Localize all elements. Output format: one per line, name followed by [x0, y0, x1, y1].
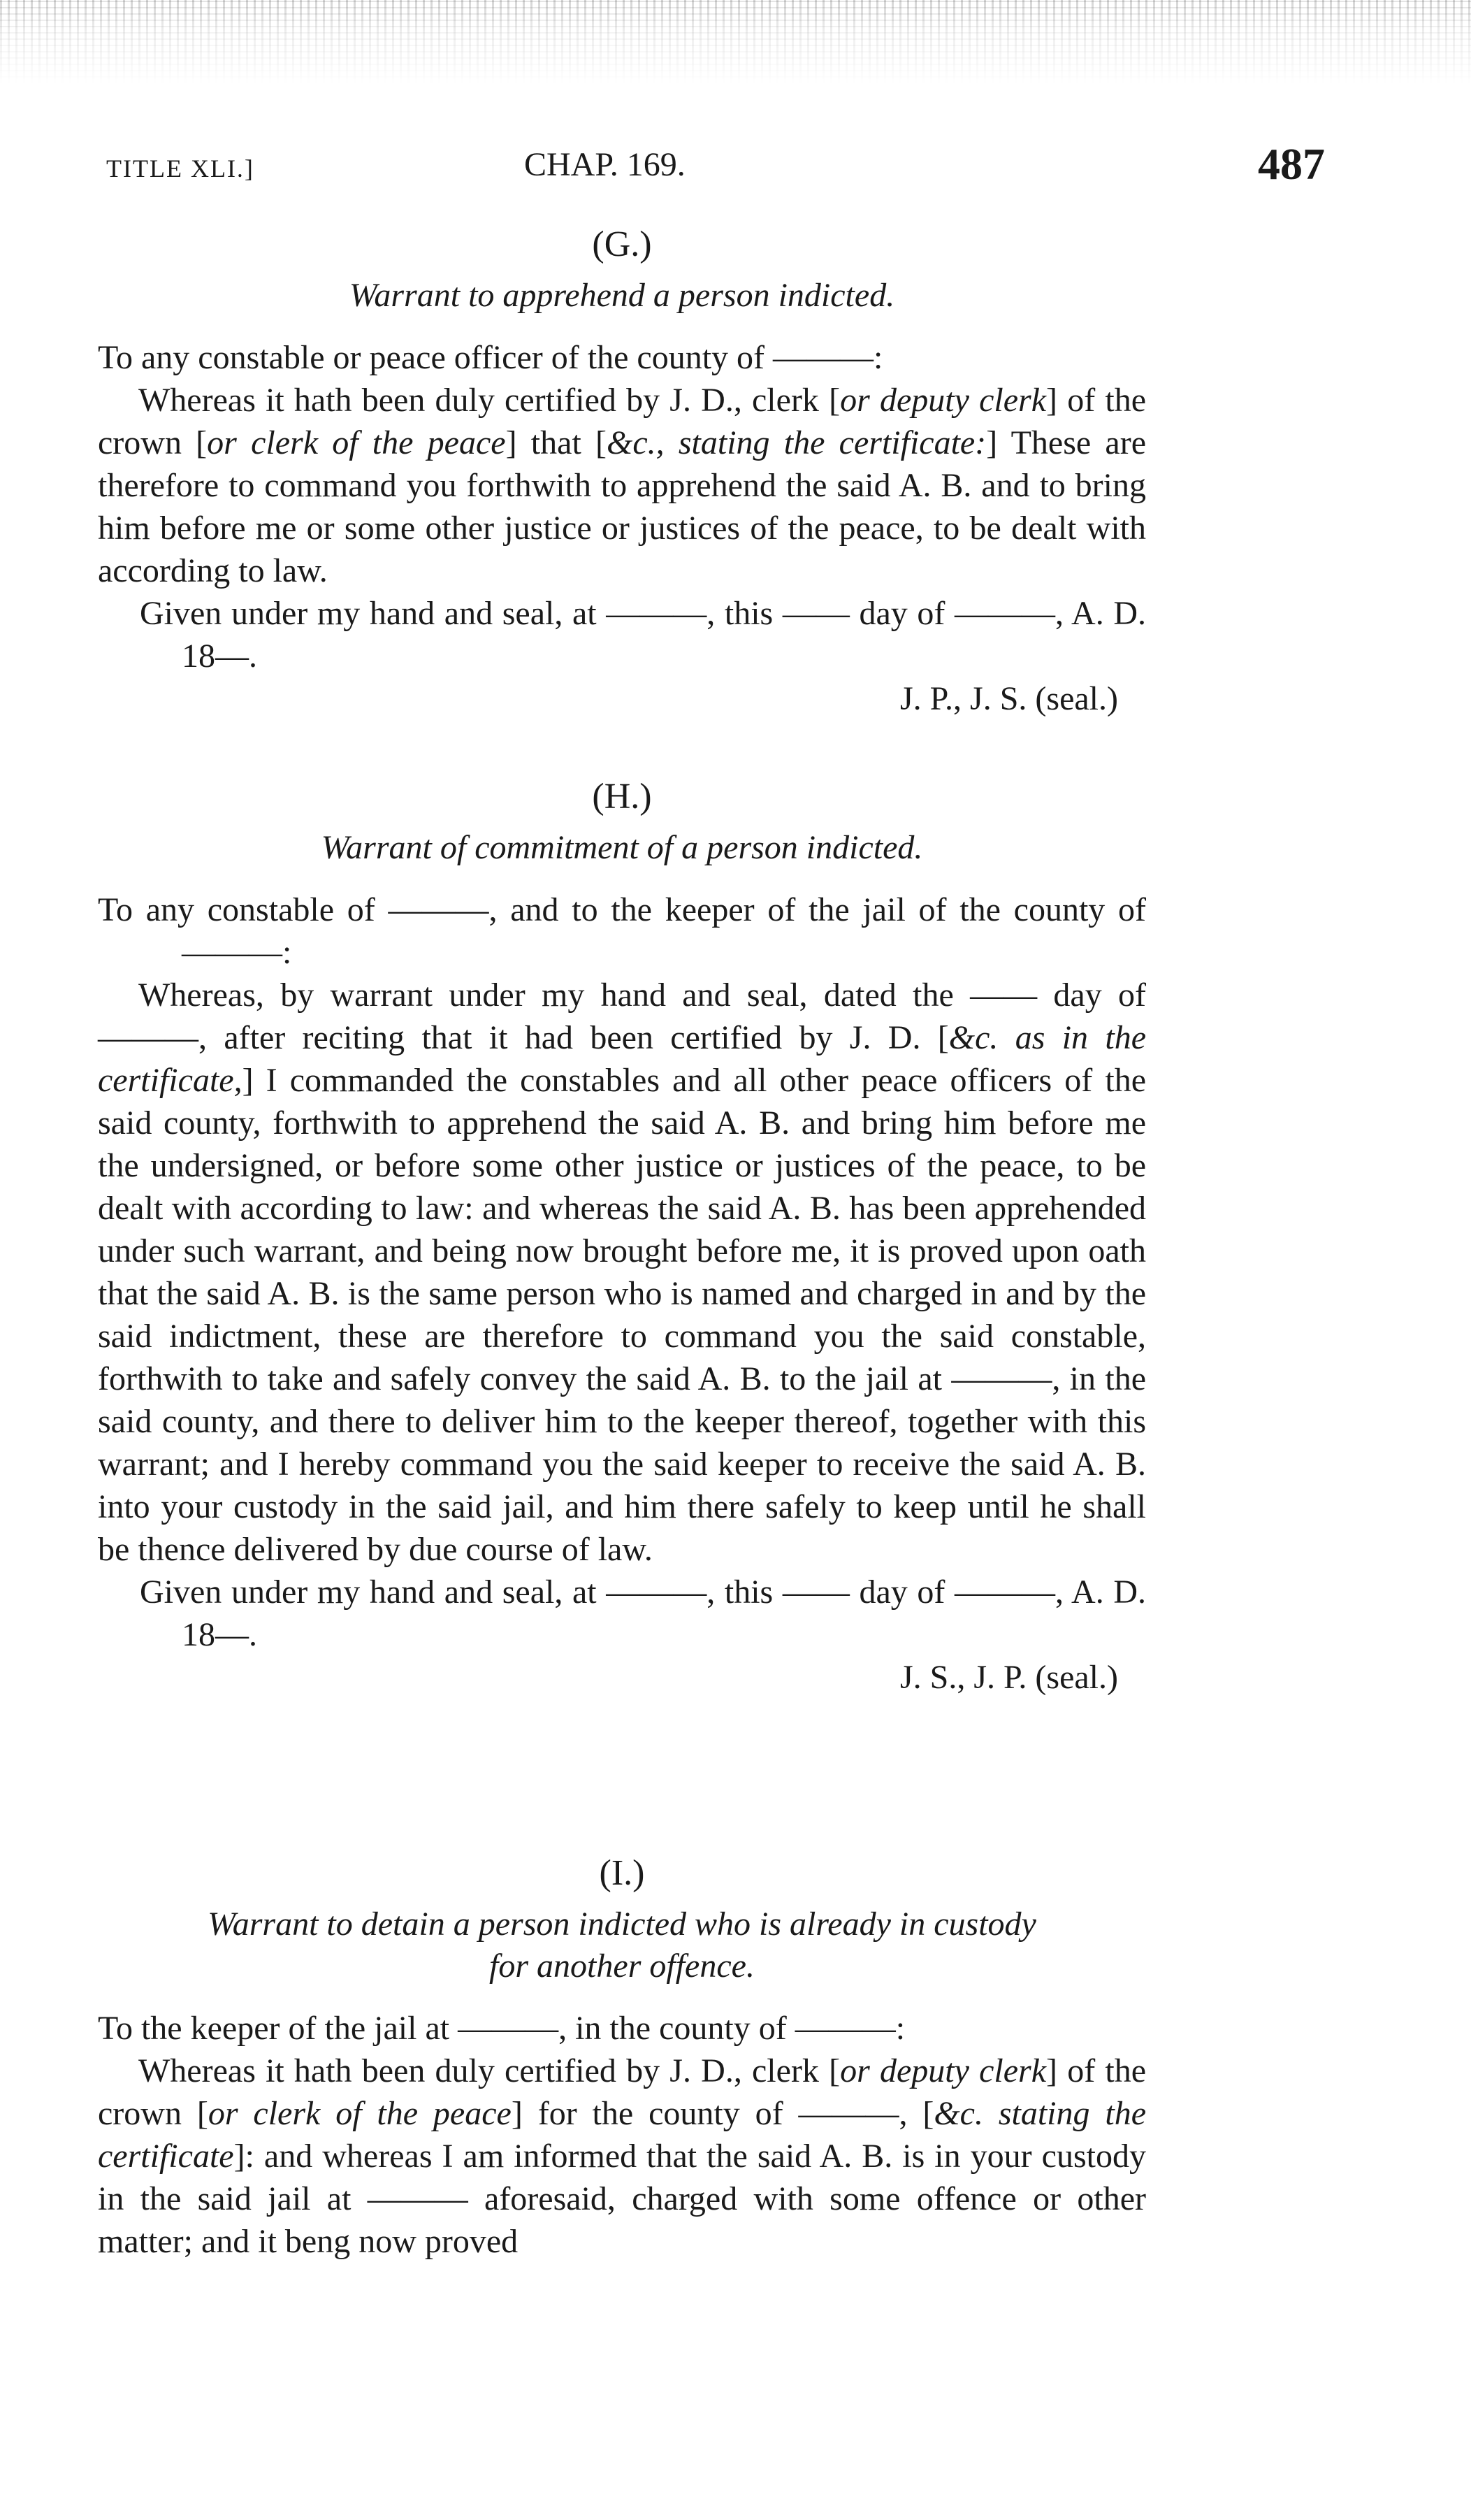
section-letter: (H.) — [592, 777, 652, 816]
section-title: Warrant to detain a person indicted who is already in custody for another offence. — [208, 1906, 1036, 1985]
scan-noise — [0, 0, 1471, 84]
address-line: To any constable or peace officer of the county of ———: — [98, 339, 883, 376]
given-line: Given under my hand and seal, at ———, this —— day of ———, A. D. 18—. — [140, 595, 1146, 675]
page-number: 487 — [1258, 139, 1325, 189]
address-line: To the keeper of the jail at ———, in the county of ———: — [98, 2010, 906, 2047]
section-letter: (G.) — [592, 224, 652, 264]
running-head — [98, 138, 1356, 194]
given-line: Given under my hand and seal, at ———, this —— day of ———, A. D. 18—. — [140, 1574, 1146, 1653]
address-line: To any constable of ———, and to the keeper of the jail of the county of ———: — [98, 891, 1146, 971]
section-title: Warrant of commitment of a person indicted. — [321, 829, 923, 866]
section-h — [98, 776, 1146, 1699]
section-i — [98, 1852, 1146, 2263]
body-paragraph: Whereas it hath been duly certified by J. D., clerk [or deputy clerk] of the crown [or clerk of the peace] for the county of ———, [&c. stating the certificate]: and whereas I am informed that the said A. B. is in your custody in the said jail at ——— aforesaid, charged with some offence or other matter; and it beng now proved — [98, 2052, 1147, 2260]
signature: J. S., J. P. (seal.) — [899, 1659, 1118, 1696]
running-head-title: TITLE XLI.] — [106, 154, 254, 182]
section-title: Warrant to apprehend a person indicted. — [349, 277, 895, 314]
signature: J. P., J. S. (seal.) — [899, 680, 1118, 717]
body-paragraph: Whereas, by warrant under my hand and seal, dated the —— day of ———, after reciting that it had been certified by J. D. [&c. as in the certificate,] I commanded the constables and all other peace officers of the said county, forthwith to apprehend the said A. B. and bring him before me the undersigned, or before some other justice or justices of the peace, to be dealt with according to law: and whereas the said A. B. has been apprehended under such warrant, and being now brought before me, it is proved upon oath that the said A. B. is the same person who is named and charged in and by the said indictment, these are therefore to command you the said constable, forthwith to take and safely convey the said A. B. to the jail at ———, in the said county, and there to deliver him to the keeper thereof, together with this warrant; and I hereby command you the said keeper to receive the said A. B. into your custody in the said jail, and him there safely to keep until he shall be thence delivered by due course of law. — [98, 977, 1147, 1568]
section-g — [98, 224, 1146, 720]
body-paragraph: Whereas it hath been duly certified by J. D., clerk [or deputy clerk] of the crown [or clerk of the peace] that [&c., stating the certificate:] These are therefore to command you forthwith to apprehend the said A. B. and to bring him before me or some other justice or justices of the peace, to be dealt with according to law. — [98, 382, 1147, 589]
section-letter: (I.) — [599, 1853, 645, 1893]
running-head-chapter: CHAP. 169. — [524, 146, 686, 183]
